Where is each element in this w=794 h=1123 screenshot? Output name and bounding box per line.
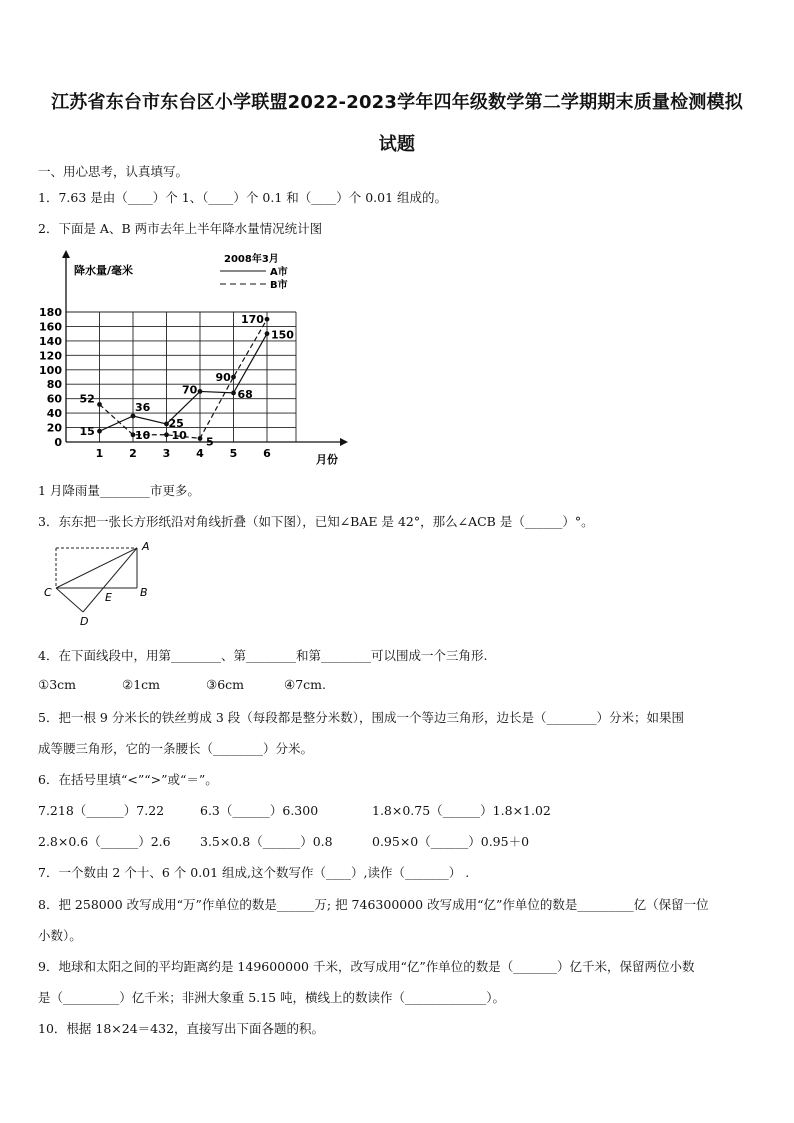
compare-3: 1.8×0.75（______）1.8×1.02 xyxy=(372,803,551,818)
rainfall-line-chart xyxy=(30,240,360,470)
compare-1: 7.218（______）7.22 xyxy=(38,803,165,818)
compare-5: 3.5×0.8（______）0.8 xyxy=(200,834,333,849)
question-3: 3．东东把一张长方形纸沿对角线折叠（如下图），已知∠BAE 是 42°，那么∠ACB 是（______）°。 xyxy=(38,514,594,529)
y-tick-label: 100 xyxy=(39,363,62,377)
fold-cd xyxy=(56,588,83,612)
x-tick-label: 2 xyxy=(129,447,137,460)
data-point xyxy=(265,331,270,336)
data-label: 5 xyxy=(206,435,214,449)
data-label: 90 xyxy=(215,371,231,384)
y-tick-label: 0 xyxy=(54,436,62,449)
section-heading: 一、用心思考，认真填写。 xyxy=(38,164,189,179)
page-title-continued: 试题 xyxy=(378,134,416,155)
question-5-line1: 5．把一根 9 分米长的铁丝剪成 3 段（每段都是整分米数），围成一个等边三角形，边长是（________）分米；如果围 xyxy=(38,710,685,725)
y-tick-label: 20 xyxy=(46,421,62,435)
data-label: 36 xyxy=(135,401,151,414)
legend-label: B市 xyxy=(270,280,288,291)
data-label: 70 xyxy=(182,383,198,397)
question-8-line2: 小数）。 xyxy=(38,928,82,943)
y-tick-label: 120 xyxy=(39,349,62,363)
data-point xyxy=(131,414,136,419)
y-tick-label: 140 xyxy=(39,334,62,348)
question-5-line2: 成等腰三角形，它的一条腰长（________）分米。 xyxy=(38,741,314,756)
data-label: 10 xyxy=(135,428,151,442)
data-point xyxy=(164,432,169,437)
label-b: B xyxy=(140,586,148,599)
data-point xyxy=(231,375,236,380)
question-2: 2．下面是 A、B 两市去年上半年降水量情况统计图 xyxy=(38,221,323,236)
y-tick-label: 60 xyxy=(46,392,62,406)
compare-4: 2.8×0.6（______）2.6 xyxy=(38,834,171,849)
diagonal-ca xyxy=(56,548,137,588)
data-point xyxy=(231,390,236,395)
data-label: 52 xyxy=(79,392,95,406)
label-c: C xyxy=(44,586,52,599)
x-axis-label: 月份 xyxy=(316,453,338,466)
data-point xyxy=(265,317,270,322)
label-d: D xyxy=(80,615,89,628)
question-4-options xyxy=(38,677,758,692)
x-tick-label: 4 xyxy=(196,447,204,460)
question-9-line1: 9．地球和太阳之间的平均距离约是 149600000 千米，改写成用“亿”作单位的数是（_______）亿千米，保留两位小数 xyxy=(38,959,695,974)
x-tick-label: 1 xyxy=(95,447,104,460)
page-title: 江苏省东台市东台区小学联盟2022-2023学年四年级数学第二学期期末质量检测模拟 xyxy=(51,92,743,113)
data-label: 150 xyxy=(271,328,294,342)
y-axis-arrow xyxy=(62,250,70,258)
question-1: 1．7.63 是由（____）个 1、（____）个 0.1 和（____）个 0.01 组成的。 xyxy=(38,190,448,205)
x-tick-label: 6 xyxy=(263,447,271,460)
option-3: ③6cm xyxy=(206,677,245,692)
data-label: 68 xyxy=(237,387,253,401)
data-label: 170 xyxy=(241,313,264,327)
question-6-row1 xyxy=(38,801,758,819)
question-7: 7．一个数由 2 个十、6 个 0.01 组成,这个数写作（____）,读作（_______） . xyxy=(38,865,470,880)
legend-label: A市 xyxy=(270,267,288,278)
y-axis-label: 降水量/毫米 xyxy=(74,264,134,277)
legend-title: 2008年3月 xyxy=(224,254,279,265)
data-label: 10 xyxy=(171,428,187,442)
data-point xyxy=(198,436,203,441)
option-4: ④7cm. xyxy=(284,677,326,692)
data-point xyxy=(97,402,102,407)
data-point xyxy=(97,429,102,434)
folded-rectangle-figure xyxy=(38,538,158,630)
y-tick-label: 80 xyxy=(46,378,62,392)
compare-2: 6.3（______）6.300 xyxy=(200,803,319,818)
x-tick-label: 3 xyxy=(162,447,171,460)
question-6-row2 xyxy=(38,832,758,850)
question-9-line2: 是（_________）亿千米；非洲大象重 5.15 吨，横线上的数读作（_____________）。 xyxy=(38,990,506,1005)
x-axis-arrow xyxy=(340,438,348,446)
label-a: A xyxy=(142,540,150,553)
y-tick-label: 160 xyxy=(39,320,62,334)
data-label: 25 xyxy=(168,416,184,430)
option-1: ①3cm xyxy=(38,677,77,692)
x-tick-label: 5 xyxy=(229,447,238,460)
question-2-blank: 1 月降雨量________市更多。 xyxy=(38,483,200,498)
question-6: 6．在括号里填“<”“>”或“＝”。 xyxy=(38,772,218,787)
data-label: 15 xyxy=(79,425,95,439)
question-4: 4．在下面线段中，用第________、第________和第________可以围成一个三角形. xyxy=(38,648,488,663)
compare-6: 0.95×0（______）0.95＋0 xyxy=(372,834,530,849)
option-2: ②1cm xyxy=(122,677,161,692)
data-point xyxy=(198,389,203,394)
question-10: 10．根据 18×24＝432，直接写出下面各题的积。 xyxy=(38,1021,325,1036)
y-tick-label: 40 xyxy=(46,407,62,421)
label-e: E xyxy=(105,591,112,604)
question-8-line1: 8．把 258000 改写成用“万”作单位的数是______万; 把 746300000 改写成用“亿”作单位的数是_________亿（保留一位 xyxy=(38,897,709,912)
y-tick-label: 180 xyxy=(39,306,62,319)
